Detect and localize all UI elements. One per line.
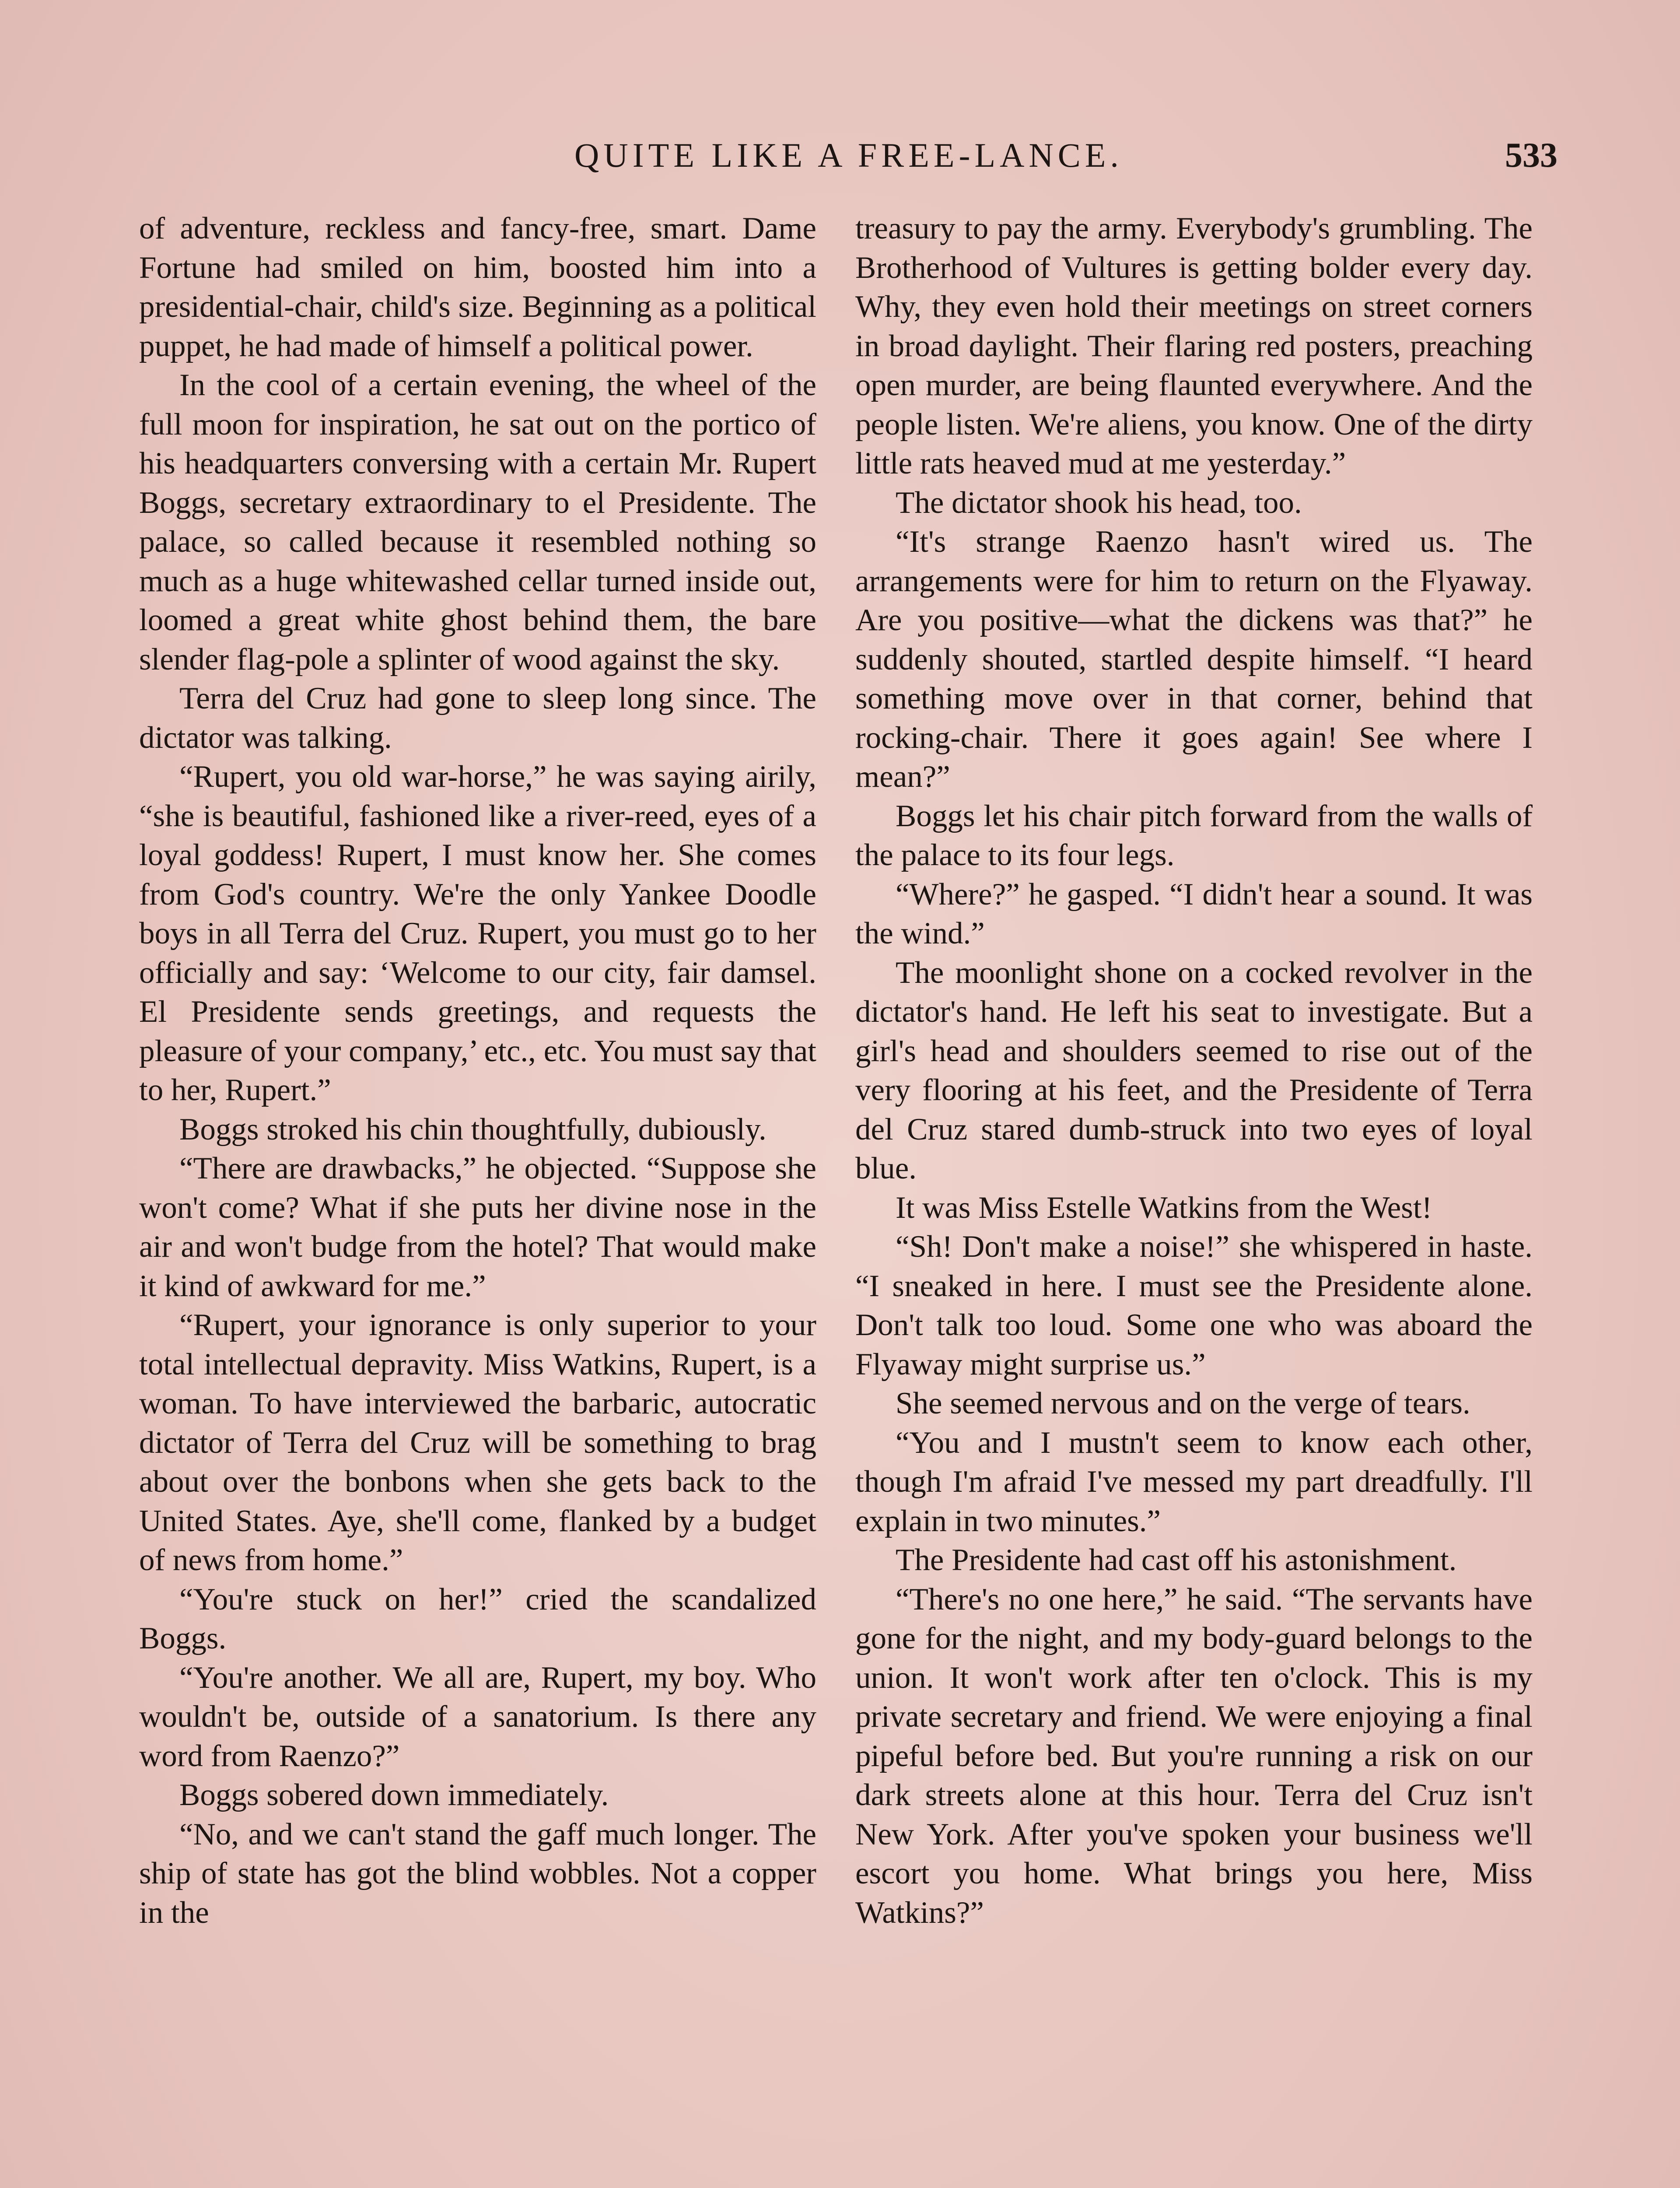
left-column (139, 209, 816, 1932)
paragraph: “You're stuck on her!” cried the scandalized Boggs. (139, 1582, 816, 1655)
running-head: QUITE LIKE A FREE-LANCE. (574, 136, 1123, 174)
paragraph: She seemed nervous and on the verge of tears. (896, 1386, 1470, 1420)
paragraph: “Rupert, your ignorance is only superior to your total intellectual depravity. Miss Watkins, Rupert, is a woman. To have interviewed the barbaric, autocratic dictator of Terra del Cruz will be something to brag about over the bonbons when she gets back to the United States. Aye, she'll come, flanked by a budget of news from home.” (139, 1308, 816, 1577)
page-header (140, 131, 1558, 179)
paragraph: Terra del Cruz had gone to sleep long since. The dictator was talking. (139, 681, 816, 755)
paragraph: of adventure, reckless and fancy-free, smart. Dame Fortune had smiled on him, boosted him into a presidential-chair, child's size. Beginning as a political puppet, he had made of himself a political power. (139, 211, 816, 363)
paragraph: treasury to pay the army. Everybody's grumbling. The Brotherhood of Vultures is getting bolder every day. Why, they even hold their meetings on street corners in broad daylight. Their flaring red posters, preaching open murder, are being flaunted everywhere. And the people listen. We're aliens, you know. One of the dirty little rats heaved mud at me yesterday.” (855, 211, 1533, 480)
paragraph: Boggs sobered down immediately. (179, 1778, 609, 1812)
paragraph: The dictator shook his head, too. (896, 485, 1302, 520)
paragraph: In the cool of a certain evening, the wheel of the full moon for inspiration, he sat out on the portico of his headquarters conversing with a certain Mr. Rupert Boggs, secretary extraordinary to el Presidente. The palace, so called because it resembled nothing so much as a huge whitewashed cellar turned inside out, loomed a great white ghost behind them, the bare slender flag-pole a splinter of wood against the sky. (139, 368, 816, 677)
right-column (855, 209, 1533, 1932)
paragraph: “No, and we can't stand the gaff much longer. The ship of state has got the blind wobbles. Not a copper in the (139, 1817, 816, 1930)
paragraph: The Presidente had cast off his astonishment. (896, 1543, 1457, 1577)
paragraph: “There are drawbacks,” he objected. “Suppose she won't come? What if she puts her divine nose in the air and won't budge from the hotel? That would make it kind of awkward for me.” (139, 1151, 816, 1303)
paragraph: It was Miss Estelle Watkins from the West! (896, 1190, 1432, 1225)
paragraph: “Rupert, you old war-horse,” he was saying airily, “she is beautiful, fashioned like a river-reed, eyes of a loyal goddess! Rupert, I must know her. She comes from God's country. We're the only Yankee Doodle boys in all Terra del Cruz. Rupert, you must go to her officially and say: ‘Welcome to our city, fair damsel. El Presidente sends greetings, and requests the pleasure of your company,’ etc., etc. You must say that to her, Rupert.” (139, 760, 816, 1107)
paragraph: The moonlight shone on a cocked revolver in the dictator's hand. He left his seat to investigate. But a girl's head and shoulders seemed to rise out of the very flooring at his feet, and the Presidente of Terra del Cruz stared dumb-struck into two eyes of loyal blue. (855, 955, 1533, 1185)
page-number: 533 (1505, 136, 1558, 175)
paragraph: Boggs let his chair pitch forward from the walls of the palace to its four legs. (855, 799, 1533, 872)
paragraph: Boggs stroked his chin thoughtfully, dubiously. (179, 1112, 766, 1147)
paragraph: “Where?” he gasped. “I didn't hear a sound. It was the wind.” (855, 877, 1533, 950)
paragraph: “You're another. We all are, Rupert, my boy. Who wouldn't be, outside of a sanatorium. Is there any word from Raenzo?” (139, 1660, 816, 1773)
paragraph: “There's no one here,” he said. “The servants have gone for the night, and my body-guard belongs to the union. It won't work after ten o'clock. This is my private secretary and friend. We were enjoying a final pipeful before bed. But you're running a risk on our dark streets alone at this hour. Terra del Cruz isn't New York. After you've spoken your business we'll escort you home. What brings you here, Miss Watkins?” (855, 1582, 1533, 1930)
paragraph: “You and I mustn't seem to know each other, though I'm afraid I've messed my part dreadfully. I'll explain in two minutes.” (855, 1425, 1533, 1538)
paragraph: “Sh! Don't make a noise!” she whispered in haste. “I sneaked in here. I must see the Presidente alone. Don't talk too loud. Some one who was aboard the Flyaway might surprise us.” (855, 1230, 1533, 1382)
paragraph: “It's strange Raenzo hasn't wired us. The arrangements were for him to return on the Flyaway. Are you positive—what the dickens was that?” he suddenly shouted, startled despite himself. “I heard something move over in that corner, behind that rocking-chair. There it goes again! See where I mean?” (855, 525, 1533, 794)
